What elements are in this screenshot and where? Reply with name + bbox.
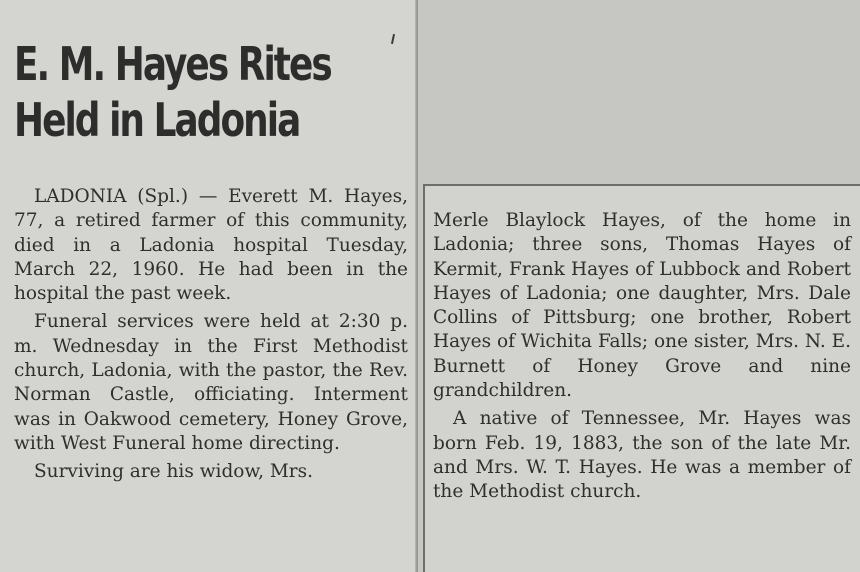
paragraph-funeral-services: Funeral services were held at 2:30 p. m. Wednesday in the First Methodist church, Ladonia, with the pastor, the Rev. Norman Castle, officiating. Interment was in Oakwood cemetery, Honey Grove, with West Funeral home directing. [14, 311, 408, 454]
paragraph-biography: A native of Tennessee, Mr. Hayes was born Feb. 19, 1883, the son of the late Mr. and Mrs. W. T. Hayes. He was a member of the Methodist church. [433, 408, 851, 503]
right-column-clipping [423, 184, 860, 572]
paragraph-survivors-start: Surviving are his widow, Mrs. [34, 461, 314, 483]
paragraph-death-notice: LADONIA (Spl.) — Everett M. Hayes, 77, a retired farmer of this community, died in a Ladonia hospital Tuesday, March 22, 1960. He had been in the hospital the past week. [14, 186, 408, 305]
column-fold-line [416, 0, 417, 572]
left-column-text [14, 185, 408, 489]
left-column-clipping [0, 0, 418, 572]
headline: E. M. Hayes Rites Held in Ladonia [14, 37, 331, 147]
paragraph-survivors-continued: Merle Blaylock Hayes, of the home in Ladonia; three sons, Thomas Hayes of Kermit, Frank Hayes of Lubbock and Robert Hayes of Ladonia; one daughter, Mrs. Dale Collins of Pittsburg; one brother, Robert Hayes of Wichita Falls; one sister, Mrs. N. E. Burnett of Honey Grove and nine grandchildren. [433, 210, 851, 402]
right-column-text [433, 209, 851, 509]
